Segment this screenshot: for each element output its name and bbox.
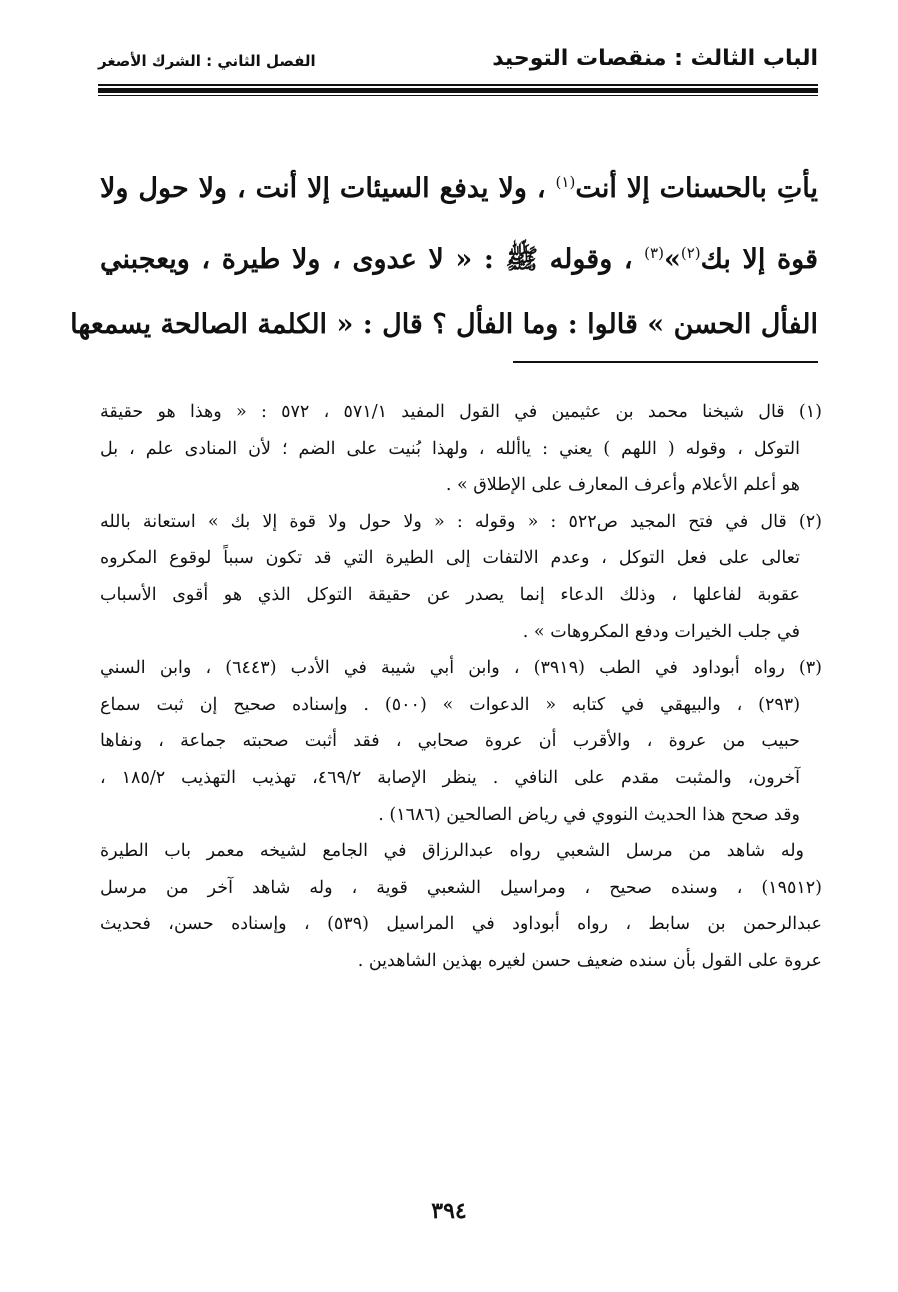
footnote-line: (٢٩٣) ، والبيهقي في كتابه « الدعوات » (٥٠٠) . وإسناده صحيح إن ثبت سماع [100, 694, 801, 715]
footnote-separator [513, 361, 818, 363]
footnote-marker-2: (٢) [680, 244, 701, 262]
footnote-line: (٣) رواه أبوداود في الطب (٣٩١٩) ، وابن أبي شيبة في الأدب (٦٤٤٣) ، وابن السني [100, 658, 822, 679]
footnote-marker-3: (٣) [644, 244, 664, 262]
footnote-line: عبدالرحمن بن سابط ، رواه أبوداود في المراسيل (٥٣٩) ، وإسناده حسن، فحديث [100, 914, 822, 935]
main-line-3: الفأل الحسن » قالوا : وما الفأل ؟ قال : « الكلمة الصالحة يسمعها [70, 309, 818, 340]
footnote-line: حبيب من عروة ، والأقرب أن عروة صحابي ، فقد أثبت صحبته جماعة ، ونفاها [100, 731, 800, 752]
header-rule-thick [98, 88, 818, 93]
footnote-marker-1: (١) [555, 173, 576, 191]
running-header [98, 44, 818, 80]
footnote-line: عقوبة لفاعلها ، وذلك الدعاء إنما يصدر عن حقيقة التوكل الذي هو أقوى الأسباب [100, 584, 800, 605]
footnote-line: تعالى على فعل التوكل ، وعدم الالتفات إلى الطيرة التي قد تكون سبباً لوقوع المكروه [100, 548, 800, 569]
footnote-line: آخرون، والمثبت مقدم على النافي . ينظر الإصابة ٤٦٩/٢، تهذيب التهذيب ١٨٥/٢ ، [100, 767, 800, 788]
footnote-line: التوكل ، وقوله ( اللهم ) يعني : ياألله ، ولهذا بُنيت على الضم ؛ لأن المنادى علم ، بل [100, 438, 800, 459]
main-line-2: قوة إلا بك$^{(٢)}$»$^{(٣)}$ ، وقوله ﷺ : « لا عدوى ، ولا طيرة ، ويعجبني [100, 244, 818, 275]
main-line-1: يأتِ بالحسنات إلا أنت$^{(١)}$ ، ولا يدفع السيئات إلا أنت ، ولا حول ولا [100, 173, 819, 204]
section-title: الفصل الثاني : الشرك الأصغر [98, 52, 316, 70]
header-rule-bottom [98, 95, 818, 96]
footnotes [100, 394, 822, 980]
footnote-line: وله شاهد من مرسل الشعبي رواه عبدالرزاق في الجامع لشيخه معمر باب الطيرة [100, 841, 804, 862]
chapter-title: الباب الثالث : منقصات التوحيد [492, 46, 818, 71]
footnote-line: هو أعلم الأعلام وأعرف المعارف على الإطلاق » . [445, 475, 800, 496]
footnote-line: عروة على القول بأن سنده ضعيف حسن لغيره بهذين الشاهدين . [357, 950, 822, 971]
footnote-line: (١٩٥١٢) ، وسنده صحيح ، ومراسيل الشعبي قوية ، وله شاهد آخر من مرسل [100, 877, 822, 898]
footnote-line: (١) قال شيخنا محمد بن عثيمين في القول المفيد ٥٧١/١ ، ٥٧٢ : « وهذا هو حقيقة [100, 402, 822, 422]
header-rule-top [98, 84, 818, 86]
page-number: ٣٩٤ [431, 1198, 467, 1224]
footnote-line: وقد صحح هذا الحديث النووي في رياض الصالحين (١٦٨٦) . [378, 804, 800, 825]
main-text [70, 150, 819, 357]
footnote-line: في جلب الخيرات ودفع المكروهات » . [522, 621, 800, 642]
footnote-line: (٢) قال في فتح المجيد ص٥٢٢ : « وقوله : « ولا حول ولا قوة إلا بك » استعانة بالله [100, 511, 822, 532]
